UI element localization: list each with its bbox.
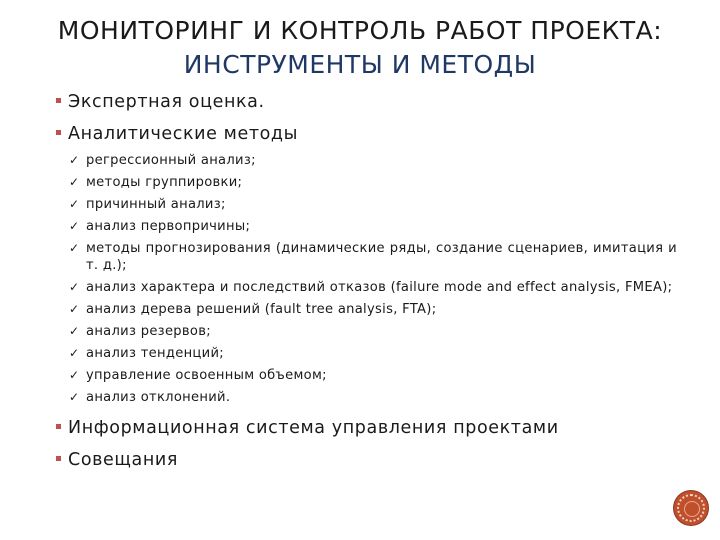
sub-list-item-label: анализ первопричины; <box>86 219 251 234</box>
square-bullet-icon <box>56 424 61 429</box>
analytical-methods-sublist <box>69 152 677 406</box>
slide-content <box>54 90 678 472</box>
sub-list-item <box>69 301 677 318</box>
sub-list-item-label: методы прогнозирования (динамические ряды, создание сценариев, имитация и т. д.); <box>86 241 677 273</box>
sub-list-item-label: анализ тенденций; <box>86 346 224 361</box>
list-item-pmis <box>54 416 678 440</box>
checkmark-icon: ✓ <box>69 241 80 255</box>
list-item-expert-judgment <box>54 90 678 114</box>
checkmark-icon: ✓ <box>69 219 80 233</box>
sub-list-item-label: причинный анализ; <box>86 197 226 212</box>
ornamental-circle-icon <box>674 491 708 525</box>
sub-list-item <box>69 279 677 296</box>
checkmark-icon: ✓ <box>69 302 80 316</box>
sub-list-item <box>69 240 677 274</box>
sub-list-item-label: анализ дерева решений (fault tree analysis, FTA); <box>86 302 437 317</box>
sub-list-item-label: анализ резервов; <box>86 324 211 339</box>
sub-list-item-label: регрессионный анализ; <box>86 153 256 168</box>
sub-list-item <box>69 152 677 169</box>
list-item-label: Совещания <box>68 450 178 470</box>
sub-list-item-label: управление освоенным объемом; <box>86 368 327 383</box>
list-item-meetings <box>54 448 678 472</box>
sub-list-item <box>69 196 677 213</box>
list-item-label: Экспертная оценка. <box>68 92 265 112</box>
square-bullet-icon <box>56 98 61 103</box>
checkmark-icon: ✓ <box>69 280 80 294</box>
sub-list-item <box>69 345 677 362</box>
sub-list-item-label: методы группировки; <box>86 175 243 190</box>
slide-title <box>0 14 720 82</box>
sub-list-item <box>69 389 677 406</box>
checkmark-icon: ✓ <box>69 390 80 404</box>
square-bullet-icon <box>56 130 61 135</box>
checkmark-icon: ✓ <box>69 175 80 189</box>
sub-list-item <box>69 174 677 191</box>
sub-list-item-label: анализ отклонений. <box>86 390 231 405</box>
checkmark-icon: ✓ <box>69 324 80 338</box>
list-item-label: Информационная система управления проектами <box>68 418 559 438</box>
checkmark-icon: ✓ <box>69 346 80 360</box>
title-line-1: МОНИТОРИНГ И КОНТРОЛЬ РАБОТ ПРОЕКТА: <box>57 16 663 45</box>
list-item-label: Аналитические методы <box>68 124 299 144</box>
square-bullet-icon <box>56 456 61 461</box>
checkmark-icon: ✓ <box>69 197 80 211</box>
sub-list-item <box>69 218 677 235</box>
checkmark-icon: ✓ <box>69 368 80 382</box>
list-item-analytical-methods <box>54 122 678 146</box>
sub-list-item-label: анализ характера и последствий отказов (failure mode and effect analysis, FMEA); <box>86 280 673 295</box>
checkmark-icon: ✓ <box>69 153 80 167</box>
sub-list-item <box>69 367 677 384</box>
sub-list-item <box>69 323 677 340</box>
title-line-2: ИНСТРУМЕНТЫ И МЕТОДЫ <box>183 50 537 79</box>
